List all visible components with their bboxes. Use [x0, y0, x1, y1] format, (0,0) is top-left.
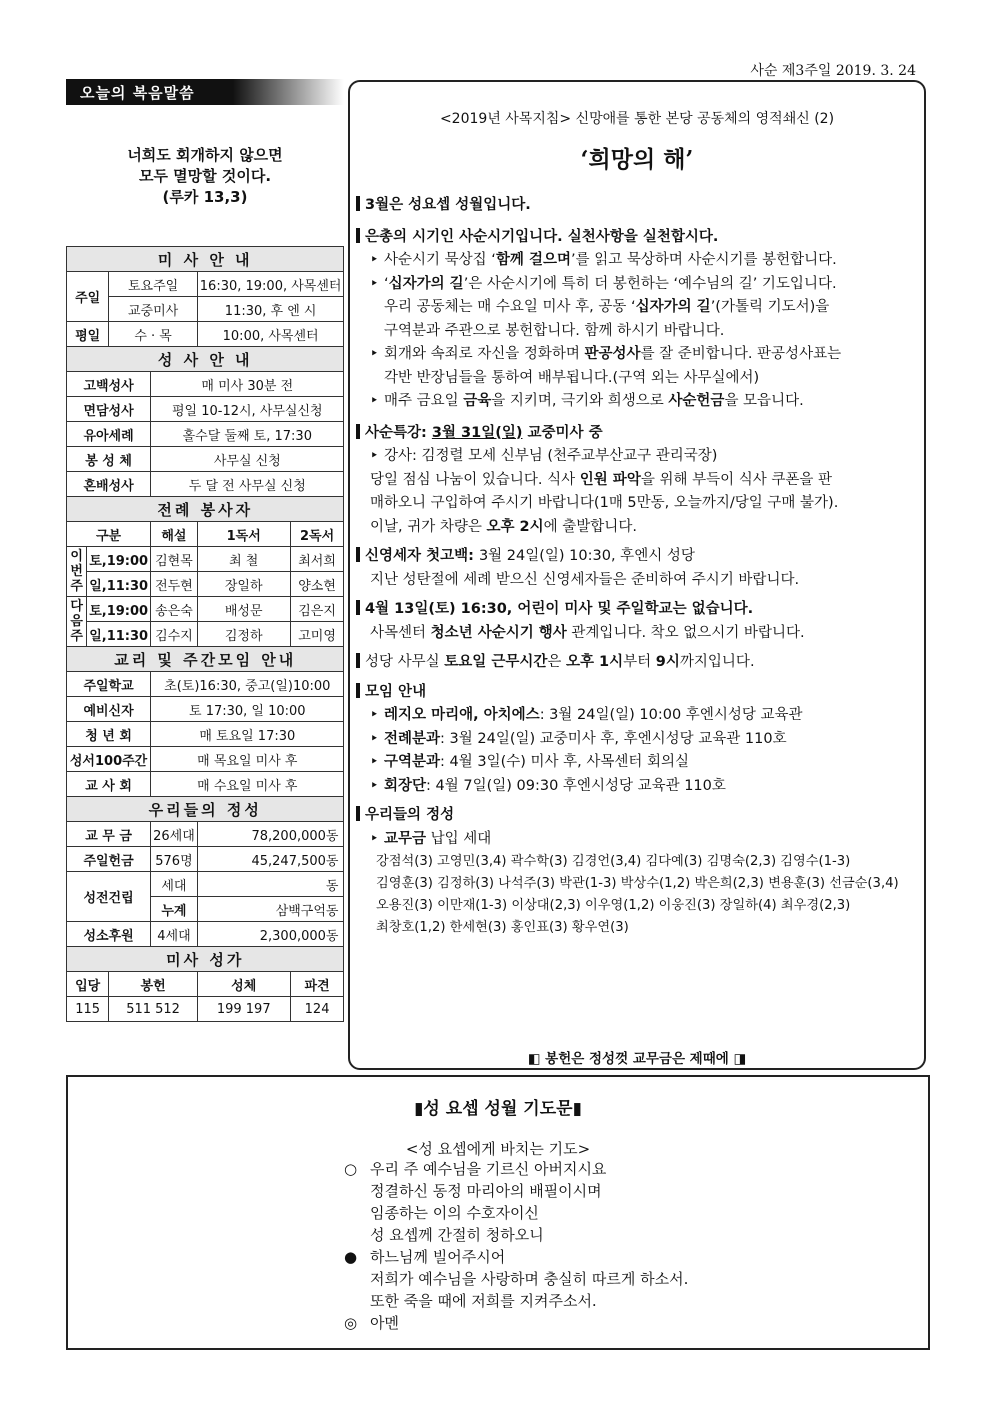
commentator: 김수지 [151, 622, 198, 647]
reader-1: 최 철 [197, 547, 290, 572]
sunday-label: 주일 [67, 272, 109, 322]
notice-bullet: ‣ 사순시기 묵상집 ‘함께 걸으며’를 읽고 묵상하며 사순시기를 봉헌합니다. [356, 249, 922, 273]
liturgy-header: 2독서 [290, 522, 344, 547]
prayer-line: 또한 죽을 때에 저희를 지켜주소서. [344, 1290, 904, 1312]
liturgy-header: 해설 [151, 522, 198, 547]
prayer-mark [344, 1268, 370, 1290]
info-table [66, 246, 344, 1022]
liturgy-title: 전례 봉사자 [67, 497, 344, 522]
sacrament-value: 평일 10-12시, 사무실신청 [151, 397, 344, 422]
notice-text: 지난 성탄절에 세례 받으신 신영세자들은 준비하여 주시기 바랍니다. [370, 571, 800, 588]
prayer-subtitle: <성 요셉에게 바치는 기도> [405, 1140, 591, 1158]
prayer-line: 성 요셉께 간절히 청하오니 [344, 1224, 904, 1246]
mass-time: 10:00, 사목센터 [197, 322, 344, 347]
sacrament-label: 혼배성사 [67, 472, 151, 497]
sacrament-label: 유아세례 [67, 422, 151, 447]
meeting-value: 매 목요일 미사 후 [151, 747, 344, 772]
notice-bullet: ‣ 전례분과: 3월 24일(일) 교중미사 후, 후엔시성당 교육관 110호 [356, 728, 922, 752]
hymn-header: 성체 [197, 972, 290, 997]
offering-label: 교 무 금 [67, 822, 151, 847]
prayer-mark [344, 1180, 370, 1202]
notice-heading: 은총의 시기인 사순시기입니다. 실천사항을 실천합시다. [356, 226, 922, 250]
names-line: 김영훈(3) 김정하(3) 나석주(3) 박관(1-3) 박상수(1,2) 박은희(2,3) 변용훈(3) 선금순(3,4) [376, 876, 899, 891]
prayer-line: ○ 우리 주 예수님을 기르신 아버지시요 [344, 1160, 607, 1178]
hymn-number: 115 [67, 997, 109, 1022]
mass-guide-title: 미 사 안 내 [67, 247, 344, 272]
liturgy-time: 일,11:30 [87, 572, 151, 597]
prayer-mark [344, 1290, 370, 1312]
mass-label: 토요주일 [109, 272, 197, 297]
notice-bullet: ‣ 레지오 마리애, 아치에스: 3월 24일(일) 10:00 후엔시성당 교육관 [356, 704, 922, 728]
notice-bullet: ‣ ‘십자가의 길’은 사순시기에 특히 더 봉헌하는 ‘예수님의 길’ 기도입니다. 우리 공동체는 매 수요일 미사 후, 공동 ‘십자가의 길’(가톨릭 기도서)을 구역분과 주관으로 봉헌합니다. 함께 하시기 바랍니다. [356, 273, 922, 344]
year-title: ‘희망의 해’ [580, 146, 694, 173]
prayer-mark: ○ [344, 1160, 358, 1178]
notice-heading: 신영세자 첫고백: 3월 24일(일) 10:30, 후엔시 성당 [356, 545, 922, 569]
weekday-label: 평일 [67, 322, 109, 347]
prayer-line: ◎ 아멘 [344, 1314, 399, 1332]
mass-time: 11:30, 후 엔 시 [197, 297, 344, 322]
meeting-label: 주일학교 [67, 672, 151, 697]
gospel-banner [66, 79, 344, 105]
hymn-number: 199 197 [197, 997, 290, 1022]
reader-2: 양소현 [290, 572, 344, 597]
prayer-line: 정결하신 동정 마리아의 배필이시며 [344, 1180, 904, 1202]
footer-note: ◧ 봉헌은 정성껏 교무금은 제때에 ◨ [527, 1051, 747, 1067]
liturgy-time: 토,19:00 [87, 547, 151, 572]
meeting-label: 예비신자 [67, 697, 151, 722]
construction-total: 삼백구억동 [197, 897, 344, 922]
meeting-value: 매 수요일 미사 후 [151, 772, 344, 797]
notice-bullet: ‣ 매주 금요일 금육을 지키며, 극기와 희생으로 사순헌금을 모읍니다. [356, 390, 922, 414]
prayer-line: 임종하는 이의 수호자이신 [344, 1202, 904, 1224]
notice-bullet: ‣ 교무금 납입 세대 [356, 828, 922, 852]
notice-bullet: ‣ 회장단: 4월 7일(일) 09:30 후엔시성당 교육관 110호 [356, 775, 922, 799]
prayer-body [344, 1158, 904, 1334]
offering-amount: 45,247,500동 [197, 847, 344, 872]
hymn-number: 124 [290, 997, 344, 1022]
notice-bullet: ‣ 강사: 김정렬 모세 신부님 (천주교부산교구 관리국장) [356, 445, 922, 469]
hymn-header: 봉헌 [109, 972, 197, 997]
hymns-title: 미사 성가 [67, 947, 344, 972]
pastoral-guide: <2019년 사목지침> 신망애를 통한 본당 공동체의 영적쇄신 (2) [439, 111, 835, 127]
liturgy-time: 토,19:00 [87, 597, 151, 622]
gospel-banner-label: 오늘의 복음말씀 [80, 84, 195, 102]
reader-1: 장일하 [197, 572, 290, 597]
notice-heading: 성당 사무실 토요일 근무시간은 오후 1시부터 9시까지입니다. [356, 651, 922, 675]
notice-heading: 사순특강: 3월 31일(일) 교중미사 중 [356, 422, 922, 446]
hymn-number: 511 512 [109, 997, 197, 1022]
notice-text: 사목센터 청소년 사순시기 행사 관계입니다. 착오 없으시기 바랍니다. [370, 624, 805, 641]
meeting-value: 매 토요일 17:30 [151, 722, 344, 747]
notice-heading: 모임 안내 [356, 681, 922, 705]
prayer-mark: ● [344, 1248, 358, 1266]
offering-amount: 78,200,000동 [197, 822, 344, 847]
commentator: 김현목 [151, 547, 198, 572]
offering-label: 주일헌금 [67, 847, 151, 872]
sponsor-amount: 2,300,000동 [197, 922, 344, 947]
prayer-mark [344, 1224, 370, 1246]
notice-text: 당일 점심 나눔이 있습니다. 식사 인원 파악을 위해 부득이 식사 쿠폰을 판 매하오니 구입하여 주시기 바랍니다(1매 5만동, 오늘까지/당일 구매 불가). 이날, 귀가 차량은 오후 2시에 출발합니다. [370, 471, 839, 535]
sacrament-label: 봉 성 체 [67, 447, 151, 472]
offerings-title: 우리들의 정성 [67, 797, 344, 822]
notice-bullet: ‣ 회개와 속죄로 자신을 정화하며 판공성사를 잘 준비합니다. 판공성사표는 각반 반장님들을 통하여 배부됩니다.(구역 외는 사무실에서) [356, 343, 922, 390]
sacrament-value: 홀수달 둘째 토, 17:30 [151, 422, 344, 447]
meeting-label: 성서100주간 [67, 747, 151, 772]
names-line: 최창호(1,2) 한세현(3) 홍인표(3) 황우연(3) [376, 920, 629, 935]
hymn-header: 파견 [290, 972, 344, 997]
verse-line-2: 모두 멸망할 것이다. [138, 167, 272, 185]
gospel-verse [66, 145, 344, 208]
sacrament-label: 면담성사 [67, 397, 151, 422]
meeting-label: 청 년 회 [67, 722, 151, 747]
sacrament-value: 두 달 전 사무실 신청 [151, 472, 344, 497]
bulletin-date: 사순 제3주일 2019. 3. 24 [750, 63, 916, 79]
construction-amount: 동 [197, 872, 344, 897]
commentator: 송은숙 [151, 597, 198, 622]
sponsor-label: 성소후원 [67, 922, 151, 947]
verse-reference: (루카 13,3) [162, 188, 248, 206]
notice-heading: 4월 13일(토) 16:30, 어린이 미사 및 주일학교는 없습니다. [356, 598, 922, 622]
mass-label: 교중미사 [109, 297, 197, 322]
next-week-label: 다음주 [67, 597, 87, 647]
meeting-value: 초(토)16:30, 중고(일)10:00 [151, 672, 344, 697]
prayer-mark: ◎ [344, 1314, 358, 1332]
verse-line-1: 너희도 회개하지 않으면 [127, 146, 283, 164]
notice-heading: 우리들의 정성 [356, 804, 922, 828]
reader-1: 김정하 [197, 622, 290, 647]
sacrament-value: 사무실 신청 [151, 447, 344, 472]
reader-2: 최서희 [290, 547, 344, 572]
construction-label: 성전건립 [67, 872, 151, 922]
liturgy-time: 일,11:30 [87, 622, 151, 647]
mass-label: 수 · 목 [109, 322, 197, 347]
names-line: 오용진(3) 이만재(1-3) 이상대(2,3) 이우영(1,2) 이웅진(3) 장일하(4) 최우경(2,3) [376, 898, 851, 913]
offering-count: 576명 [151, 847, 198, 872]
this-week-label: 이번주 [67, 547, 87, 597]
sacrament-value: 매 미사 30분 전 [151, 372, 344, 397]
sponsor-count: 4세대 [151, 922, 198, 947]
mass-time: 16:30, 19:00, 사목센터 [197, 272, 344, 297]
notice-heading: 3월은 성요셉 성월입니다. [356, 194, 922, 218]
liturgy-header: 구분 [67, 522, 151, 547]
liturgy-header: 1독서 [197, 522, 290, 547]
meetings-title: 교리 및 주간모임 안내 [67, 647, 344, 672]
prayer-line: 저희가 예수님을 사랑하며 충실히 따르게 하소서. [344, 1268, 904, 1290]
names-line: 강점석(3) 고영민(3,4) 곽수학(3) 김경언(3,4) 김다예(3) 김명숙(2,3) 김영수(1-3) [376, 854, 851, 869]
meeting-value: 토 17:30, 일 10:00 [151, 697, 344, 722]
sacrament-guide-title: 성 사 안 내 [67, 347, 344, 372]
meeting-label: 교 사 회 [67, 772, 151, 797]
reader-2: 고미영 [290, 622, 344, 647]
sacrament-label: 고백성사 [67, 372, 151, 397]
commentator: 전두현 [151, 572, 198, 597]
construction-households: 세대 [151, 872, 198, 897]
household-names [356, 851, 922, 939]
prayer-mark [344, 1202, 370, 1224]
notices-list [356, 190, 922, 939]
offering-count: 26세대 [151, 822, 198, 847]
notice-bullet: ‣ 구역분과: 4월 3일(수) 미사 후, 사목센터 회의실 [356, 751, 922, 775]
prayer-line: ● 하느님께 빌어주시어 [344, 1248, 506, 1266]
reader-1: 배성문 [197, 597, 290, 622]
construction-total-label: 누계 [151, 897, 198, 922]
hymn-header: 입당 [67, 972, 109, 997]
prayer-title: ▮성 요셉 성월 기도문▮ [414, 1099, 582, 1119]
reader-2: 김은지 [290, 597, 344, 622]
